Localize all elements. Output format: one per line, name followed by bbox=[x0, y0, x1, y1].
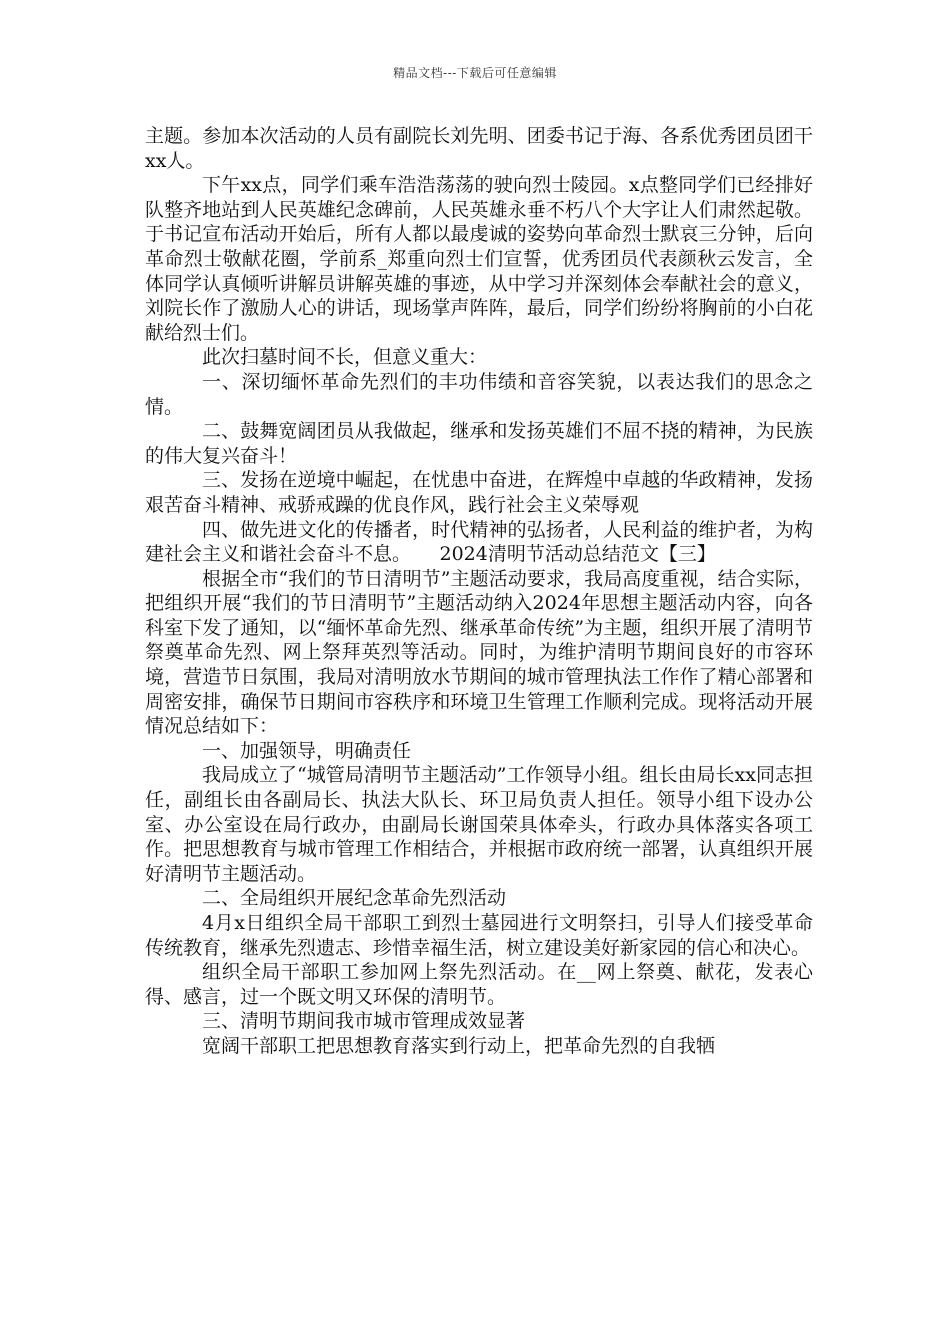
section-heading: 一、加强领导，明确责任 bbox=[202, 739, 412, 762]
paragraph: 我局成立了“城管局清明节主题活动”工作领导小组。组长由局长xx同志担任，副组长由各副局长、执法大队长、环卫局负责人担任。领导小组下设办公室、办公室设在局行政办，由副局长谢国荣具体牵头，行政办具体落实各项工作。把思想教育与城市管理工作相结合，并根据市政府统一部署，认真组织开展好清明节主题活动。 bbox=[145, 764, 813, 885]
paragraph: 宽阔干部职工把思想教育落实到行动上，把革命先烈的自我牺 bbox=[202, 1034, 716, 1057]
paragraph: 二、鼓舞宽阔团员从我做起，继承和发扬英雄们不屈不挠的精神，为民族的伟大复兴奋斗！ bbox=[145, 420, 813, 467]
paragraph: 下午xx点，同学们乘车浩浩荡荡的驶向烈士陵园。x点整同学们已经排好队整齐地站到人民英雄纪念碑前，人民英雄永垂不朽八个大字让人们肃然起敬。于书记宣布活动开始后，所有人都以最虔诚的姿势向革命烈士默哀三分钟，后向革命烈士敬献花圈，学前系_郑重向烈士们宣誓，优秀团员代表颜秋云发言，全体同学认真倾听讲解员讲解英雄的事迹，从中学习并深刻体会奉献社会的意义，刘院长作了激励人心的讲话，现场掌声阵阵，最后，同学们纷纷将胸前的小白花献给烈士们。 bbox=[145, 174, 813, 344]
paragraph: 此次扫墓时间不长，但意义重大： bbox=[202, 346, 488, 369]
paragraph: 四、做先进文化的传播者，时代精神的弘扬者，人民利益的维护者，为构建社会主义和谐社会奋斗不息。 2024清明节活动总结范文【三】 bbox=[145, 518, 813, 566]
paragraph: 根据全市“我们的节日清明节”主题活动要求，我局高度重视，结合实际，把组织开展“我们的节日清明节”主题活动纳入2024年思想主题活动内容，向各科室下发了通知，以“缅怀革命先烈、继承革命传统”为主题，组织开展了清明节祭奠革命先烈、网上祭拜英烈等活动。同时，为维护清明节期间良好的市容环境，营造节日氛围，我局对清明放水节期间的城市管理执法工作作了精心部署和周密安排，确保节日期间市容秩序和环境卫生管理工作顺利完成。现将活动开展情况总结如下： bbox=[145, 567, 813, 738]
paragraph: 一、深切缅怀革命先烈们的丰功伟绩和音容笑貌，以表达我们的思念之情。 bbox=[145, 370, 813, 418]
section-heading: 二、全局组织开展纪念革命先烈活动 bbox=[202, 887, 507, 910]
paragraph: 组织全局干部职工参加网上祭先烈活动。在__网上祭奠、献花，发表心得、感言，过一个既文明又环保的清明节。 bbox=[145, 961, 813, 1008]
paragraph: 4月x日组织全局干部职工到烈士墓园进行文明祭扫，引导人们接受革命传统教育，继承先烈遗志、珍惜幸福生活，树立建设美好新家园的信心和决心。 bbox=[145, 912, 813, 959]
section-heading: 三、清明节期间我市城市管理成效显著 bbox=[202, 1010, 526, 1033]
page-header: 精品文档---下载后可任意编辑 bbox=[393, 66, 557, 80]
document-body bbox=[145, 124, 813, 1059]
paragraph: 主题。参加本次活动的人员有副院长刘先明、团委书记于海、各系优秀团员团干xx人。 bbox=[145, 125, 813, 172]
paragraph: 三、发扬在逆境中崛起，在忧患中奋进，在辉煌中卓越的华政精神，发扬艰苦奋斗精神、戒骄戒躁的优良作风，践行社会主义荣辱观 bbox=[145, 469, 813, 516]
